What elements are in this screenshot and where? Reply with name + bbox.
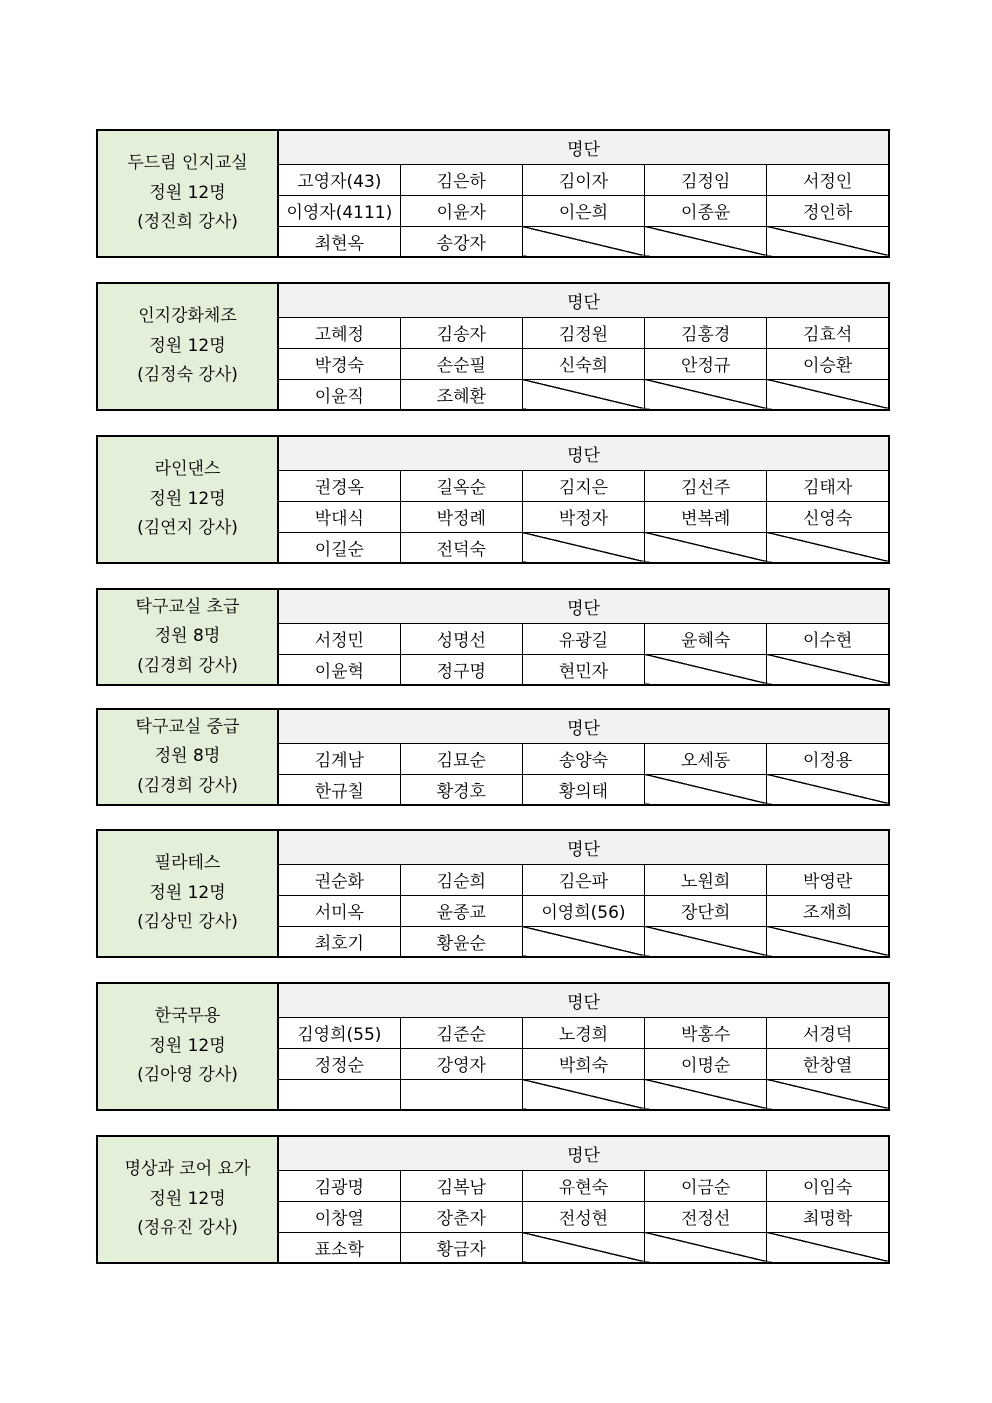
- class-instructor: (김상민 강사): [137, 912, 238, 933]
- class-info-cell: [97, 709, 278, 805]
- member-name: 서미옥: [278, 895, 400, 926]
- empty-slot: [767, 1079, 889, 1110]
- member-name: 김은파: [522, 864, 644, 895]
- member-name: 전정선: [645, 1201, 767, 1232]
- class-table: [96, 708, 890, 806]
- empty-slot: [522, 226, 644, 257]
- member-name: 이길순: [278, 532, 400, 563]
- member-name: 권순화: [278, 864, 400, 895]
- roster-header: 명단: [278, 983, 889, 1017]
- class-table: [96, 982, 890, 1111]
- member-name: 조혜환: [400, 379, 522, 410]
- member-name: 박영란: [767, 864, 889, 895]
- member-name: 김지은: [522, 470, 644, 501]
- class-title: 명상과 코어 요가: [124, 1159, 251, 1180]
- member-name: 서정인: [767, 164, 889, 195]
- member-name: 한창열: [767, 1048, 889, 1079]
- member-name: 최호기: [278, 926, 400, 957]
- roster-header: 명단: [278, 709, 889, 743]
- blank-slot: [400, 1079, 522, 1110]
- member-name: 김선주: [645, 470, 767, 501]
- roster-header: 명단: [278, 436, 889, 470]
- empty-slot: [645, 654, 767, 685]
- member-name: 김이자: [522, 164, 644, 195]
- member-name: 길옥순: [400, 470, 522, 501]
- class-title: 라인댄스: [154, 459, 221, 480]
- member-name: 서정민: [278, 623, 400, 654]
- class-info-cell: [97, 983, 278, 1110]
- empty-slot: [767, 226, 889, 257]
- member-name: 김정임: [645, 164, 767, 195]
- member-name: 전성현: [522, 1201, 644, 1232]
- member-name: 박정자: [522, 501, 644, 532]
- member-name: 황의태: [522, 774, 644, 805]
- member-name: 한규칠: [278, 774, 400, 805]
- empty-slot: [767, 379, 889, 410]
- member-name: 표소학: [278, 1232, 400, 1263]
- class-info-cell: [97, 589, 278, 685]
- member-name: 정인하: [767, 195, 889, 226]
- empty-slot: [522, 1079, 644, 1110]
- empty-slot: [767, 1232, 889, 1263]
- class-info-cell: [97, 130, 278, 257]
- empty-slot: [522, 926, 644, 957]
- member-name: 김태자: [767, 470, 889, 501]
- member-name: 황금자: [400, 1232, 522, 1263]
- member-name: 이윤자: [400, 195, 522, 226]
- class-capacity: 정원 12명: [149, 335, 226, 356]
- member-name: 최현옥: [278, 226, 400, 257]
- class-instructor: (김정숙 강사): [137, 365, 238, 386]
- class-title: 탁구교실 초급: [135, 596, 240, 617]
- roster-header: 명단: [278, 830, 889, 864]
- member-name: 김영희(55): [278, 1017, 400, 1048]
- member-name: 이정용: [767, 743, 889, 774]
- member-name: 이창열: [278, 1201, 400, 1232]
- class-capacity: 정원 12명: [149, 182, 226, 203]
- class-instructor: (김경희 강사): [137, 655, 238, 676]
- member-name: 박대식: [278, 501, 400, 532]
- class-info-cell: [97, 436, 278, 563]
- empty-slot: [522, 379, 644, 410]
- class-instructor: (정유진 강사): [137, 1218, 238, 1239]
- class-instructor: (김경희 강사): [137, 775, 238, 796]
- member-name: 최명학: [767, 1201, 889, 1232]
- member-name: 김계남: [278, 743, 400, 774]
- class-table: [96, 435, 890, 564]
- member-name: 이영희(56): [522, 895, 644, 926]
- member-name: 김준순: [400, 1017, 522, 1048]
- member-name: 윤혜숙: [645, 623, 767, 654]
- member-name: 김은하: [400, 164, 522, 195]
- class-capacity: 정원 12명: [149, 882, 226, 903]
- class-title: 한국무용: [154, 1006, 221, 1027]
- member-name: 성명선: [400, 623, 522, 654]
- member-name: 노원희: [645, 864, 767, 895]
- blank-slot: [278, 1079, 400, 1110]
- member-name: 유현숙: [522, 1170, 644, 1201]
- member-name: 정정순: [278, 1048, 400, 1079]
- member-name: 김광명: [278, 1170, 400, 1201]
- member-name: 송강자: [400, 226, 522, 257]
- class-info-cell: [97, 283, 278, 410]
- empty-slot: [767, 532, 889, 563]
- class-capacity: 정원 12명: [149, 1035, 226, 1056]
- member-name: 이종윤: [645, 195, 767, 226]
- class-instructor: (정진희 강사): [137, 212, 238, 233]
- class-capacity: 정원 8명: [154, 626, 221, 647]
- class-info-cell: [97, 830, 278, 957]
- class-title: 인지강화체조: [138, 306, 237, 327]
- empty-slot: [645, 1079, 767, 1110]
- member-name: 김복남: [400, 1170, 522, 1201]
- member-name: 전덕숙: [400, 532, 522, 563]
- class-table: [96, 282, 890, 411]
- roster-header: 명단: [278, 130, 889, 164]
- empty-slot: [522, 1232, 644, 1263]
- member-name: 이승환: [767, 348, 889, 379]
- class-capacity: 정원 8명: [154, 746, 221, 767]
- member-name: 고영자(43): [278, 164, 400, 195]
- member-name: 이수현: [767, 623, 889, 654]
- member-name: 이윤직: [278, 379, 400, 410]
- class-info-cell: [97, 1136, 278, 1263]
- member-name: 박희숙: [522, 1048, 644, 1079]
- member-name: 안정규: [645, 348, 767, 379]
- member-name: 신영숙: [767, 501, 889, 532]
- member-name: 유광길: [522, 623, 644, 654]
- empty-slot: [645, 926, 767, 957]
- member-name: 정구명: [400, 654, 522, 685]
- member-name: 김송자: [400, 317, 522, 348]
- member-name: 송양숙: [522, 743, 644, 774]
- member-name: 현민자: [522, 654, 644, 685]
- member-name: 황경호: [400, 774, 522, 805]
- roster-header: 명단: [278, 283, 889, 317]
- empty-slot: [767, 926, 889, 957]
- member-name: 김홍경: [645, 317, 767, 348]
- member-name: 손순필: [400, 348, 522, 379]
- class-instructor: (김아영 강사): [137, 1065, 238, 1086]
- class-table: [96, 1135, 890, 1264]
- member-name: 박경숙: [278, 348, 400, 379]
- member-name: 장단희: [645, 895, 767, 926]
- member-name: 이윤혁: [278, 654, 400, 685]
- member-name: 노경희: [522, 1017, 644, 1048]
- member-name: 서경덕: [767, 1017, 889, 1048]
- member-name: 신숙희: [522, 348, 644, 379]
- roster-header: 명단: [278, 1136, 889, 1170]
- member-name: 김묘순: [400, 743, 522, 774]
- member-name: 박정례: [400, 501, 522, 532]
- member-name: 황윤순: [400, 926, 522, 957]
- class-instructor: (김연지 강사): [137, 518, 238, 539]
- empty-slot: [645, 1232, 767, 1263]
- member-name: 이금순: [645, 1170, 767, 1201]
- empty-slot: [645, 532, 767, 563]
- member-name: 윤종교: [400, 895, 522, 926]
- class-table: [96, 588, 890, 686]
- member-name: 권경옥: [278, 470, 400, 501]
- class-title: 두드림 인지교실: [127, 153, 248, 174]
- roster-header: 명단: [278, 589, 889, 623]
- class-capacity: 정원 12명: [149, 488, 226, 509]
- class-table: [96, 829, 890, 958]
- member-name: 강영자: [400, 1048, 522, 1079]
- member-name: 변복례: [645, 501, 767, 532]
- member-name: 이명순: [645, 1048, 767, 1079]
- member-name: 김정원: [522, 317, 644, 348]
- class-capacity: 정원 12명: [149, 1188, 226, 1209]
- class-title: 필라테스: [154, 853, 221, 874]
- member-name: 김순희: [400, 864, 522, 895]
- member-name: 오세동: [645, 743, 767, 774]
- member-name: 조재희: [767, 895, 889, 926]
- member-name: 이임숙: [767, 1170, 889, 1201]
- class-table: [96, 129, 890, 258]
- member-name: 박홍수: [645, 1017, 767, 1048]
- member-name: 이은희: [522, 195, 644, 226]
- empty-slot: [645, 774, 767, 805]
- empty-slot: [767, 654, 889, 685]
- member-name: 장춘자: [400, 1201, 522, 1232]
- member-name: 김효석: [767, 317, 889, 348]
- class-title: 탁구교실 중급: [135, 716, 240, 737]
- empty-slot: [522, 532, 644, 563]
- empty-slot: [645, 379, 767, 410]
- member-name: 고혜정: [278, 317, 400, 348]
- empty-slot: [767, 774, 889, 805]
- empty-slot: [645, 226, 767, 257]
- member-name: 이영자(4111): [278, 195, 400, 226]
